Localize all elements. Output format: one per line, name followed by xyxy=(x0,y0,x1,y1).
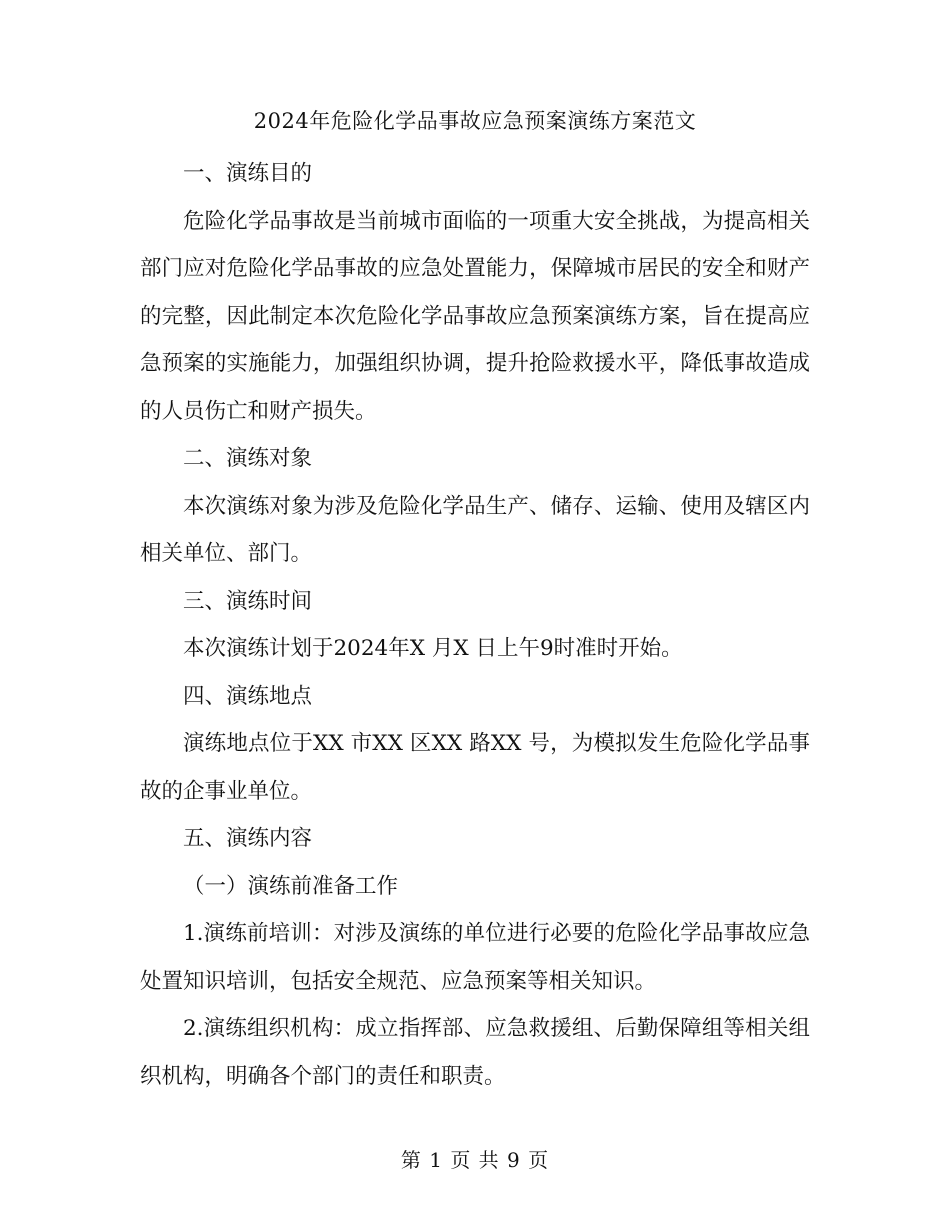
heading-time: 三、演练时间 xyxy=(183,588,313,614)
heading-participants: 二、演练对象 xyxy=(183,446,313,471)
heading-purpose: 一、演练目的 xyxy=(183,161,313,186)
heading-content: 五、演练内容 xyxy=(183,826,313,851)
document-title: 2024年危险化学品事故应急预案演练方案范文 xyxy=(253,109,697,133)
paragraph-location: 演练地点位于XX 市XX 区XX 路XX 号，为模拟发生危险化学品事故的企事业单位。 xyxy=(140,731,810,804)
subheading-preparation: （一）演练前准备工作 xyxy=(183,873,399,899)
item-training: 1.演练前培训：对涉及演练的单位进行必要的危险化学品事故应急处置知识培训，包括安全规范、应急预案等相关知识。 xyxy=(140,921,810,994)
heading-location: 四、演练地点 xyxy=(183,683,313,709)
item-organization: 2.演练组织机构：成立指挥部、应急救援组、后勤保障组等相关组织机构，明确各个部门的责任和职责。 xyxy=(140,1016,810,1089)
paragraph-purpose: 危险化学品事故是当前城市面临的一项重大安全挑战，为提高相关部门应对危险化学品事故的应急处置能力，保障城市居民的安全和财产的完整，因此制定本次危险化学品事故应急预案演练方案，旨在提高应急预案的实施能力，加强组织协调，提升抢险救援水平，降低事故造成的人员伤亡和财产损失。 xyxy=(140,208,810,424)
paragraph-time: 本次演练计划于2024年X 月X 日上午9时准时开始。 xyxy=(183,636,683,661)
document-body xyxy=(140,150,810,1100)
page-number: 第 1 页 共 9 页 xyxy=(400,1148,550,1172)
paragraph-participants: 本次演练对象为涉及危险化学品生产、储存、运输、使用及辖区内相关单位、部门。 xyxy=(140,493,810,566)
